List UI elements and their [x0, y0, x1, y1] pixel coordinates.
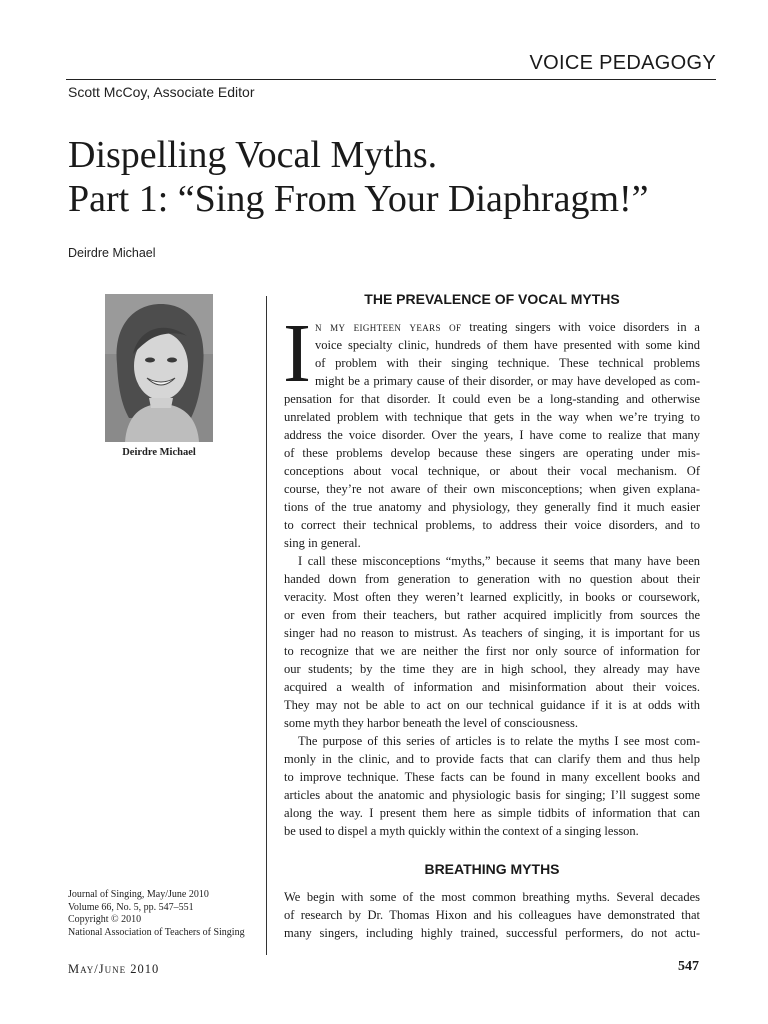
citation-line: Volume 66, No. 5, pp. 547–551 [68, 901, 194, 913]
article-title [68, 133, 649, 221]
body-line: many singers, including highly trained, successful performers, do not actu- [284, 926, 700, 940]
body-line: course, they’re not aware of their own misconceptions; when given explana- [284, 482, 700, 496]
title-line-1: Dispelling Vocal Myths. [68, 134, 438, 176]
body-line: along the way. I present them here as simple tidbits of information that can [284, 806, 700, 820]
body-line: conceptions about vocal technique, or about their vocal mechanism. Of [284, 464, 700, 478]
body-line: veracity. Most often they weren’t learned explicitly, in books or coursework, [284, 590, 700, 604]
section-heading-prevalence: THE PREVALENCE OF VOCAL MYTHS [364, 291, 620, 307]
body-line: unrelated problem with technique that gets in the way when we’re trying to [284, 410, 700, 424]
body-line: to correct their technical problems, to address their voice disorders, and to [284, 518, 700, 532]
body-line: The purpose of this series of articles is to relate the myths I see most com- [298, 734, 700, 748]
body-line: of research by Dr. Thomas Hixon and his colleagues have demonstrated that [284, 908, 700, 922]
body-line: sing in general. [284, 536, 361, 550]
section-body-breathing [284, 888, 700, 942]
body-line: pensation for that disorder. It could even be a long-standing and otherwise [284, 392, 700, 406]
header-rule [66, 79, 716, 80]
footer-issue-date: May/June 2010 [68, 962, 160, 976]
body-line: monly in the clinic, and to provide facts that can clarify them and thus help [284, 752, 700, 766]
drop-cap: I [283, 307, 311, 400]
body-line: of these problems develop because these singers are operating under mis- [284, 446, 700, 460]
body-line: acquired a wealth of information and misinformation about their voices. [284, 680, 700, 694]
associate-editor: Scott McCoy, Associate Editor [68, 84, 255, 100]
body-line: be used to dispel a myth quickly within the context of a singing lesson. [284, 824, 639, 838]
body-line [284, 318, 700, 336]
citation-line: National Association of Teachers of Singing [68, 926, 245, 938]
page-number: 547 [678, 959, 699, 974]
author-photo [105, 294, 213, 442]
section-heading-breathing: BREATHING MYTHS [424, 861, 560, 877]
photo-caption: Deirdre Michael [122, 447, 196, 458]
section-label: VOICE PEDAGOGY [529, 52, 716, 74]
journal-citation [68, 889, 245, 939]
citation-line: Journal of Singing, May/June 2010 [68, 889, 209, 900]
body-line: to improve technique. These facts can be found in many excellent books and [284, 770, 700, 784]
body-line: or even from their teachers, but rather acquired implicitly from sources the [284, 608, 700, 622]
citation-line: Copyright © 2010 [68, 914, 142, 925]
body-line: some myth they harbor beneath the level of consciousness. [284, 716, 579, 730]
body-line: I call these misconceptions “myths,” because it seems that many have been [298, 554, 700, 568]
title-line-2: Part 1: “Sing From Your Diaphragm!” [68, 178, 649, 220]
body-line: voice specialty clinic, hundreds of them have presented with some kind [315, 338, 700, 352]
body-line: They may not be able to act on our technical guidance if it is at odds with [284, 698, 700, 712]
body-line: might be a primary cause of their disorder, or may have developed as com- [315, 374, 700, 388]
body-line: We begin with some of the most common breathing myths. Several decades [284, 890, 700, 904]
body-line: our students; by the time they are in high school, they already may have [284, 662, 700, 676]
body-line: tions of the true anatomy and physiology, they generally find it much easier [284, 500, 700, 514]
article-author: Deirdre Michael [68, 246, 156, 260]
body-line: of problem with their singing technique. These technical problems [315, 356, 700, 370]
section-body-prevalence [283, 307, 700, 840]
body-line: articles about the anatomic and physiologic basis for singing; I’ll suggest some [284, 788, 700, 802]
lead-in-rest: treating singers with voice disorders in a [461, 320, 700, 334]
lead-in-smallcaps: n my eighteen years of [315, 320, 462, 334]
column-divider [266, 296, 267, 955]
body-line: handed down from generation to generation with no question about their [284, 572, 700, 586]
body-line: to recognize that we are neither the first nor only source of information for [284, 644, 700, 658]
body-line: singer had no reason to mistrust. As teachers of singing, it is important for us [284, 626, 700, 640]
body-line: address the voice disorder. Over the years, I have come to realize that many [284, 428, 700, 442]
